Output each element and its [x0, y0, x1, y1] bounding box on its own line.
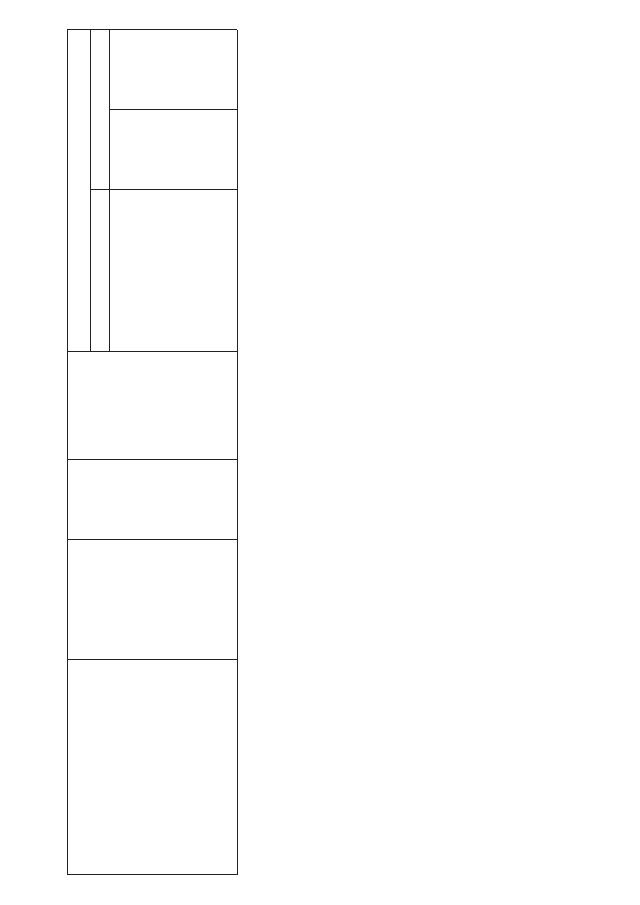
funding-header-border: [90, 30, 91, 352]
header-right-border: [67, 29, 237, 30]
including-border: [109, 30, 110, 352]
header-bottom-border: [237, 30, 238, 875]
header-divider-6: [109, 109, 237, 110]
header-divider-3: [67, 459, 237, 460]
rotated-table: [35, 15, 605, 890]
header-divider-5: [90, 189, 237, 190]
header-left-border: [67, 874, 237, 875]
table-top-border: [67, 30, 68, 875]
header-divider-1: [67, 659, 237, 660]
header-divider-2: [67, 539, 237, 540]
header-divider-4: [67, 351, 237, 352]
